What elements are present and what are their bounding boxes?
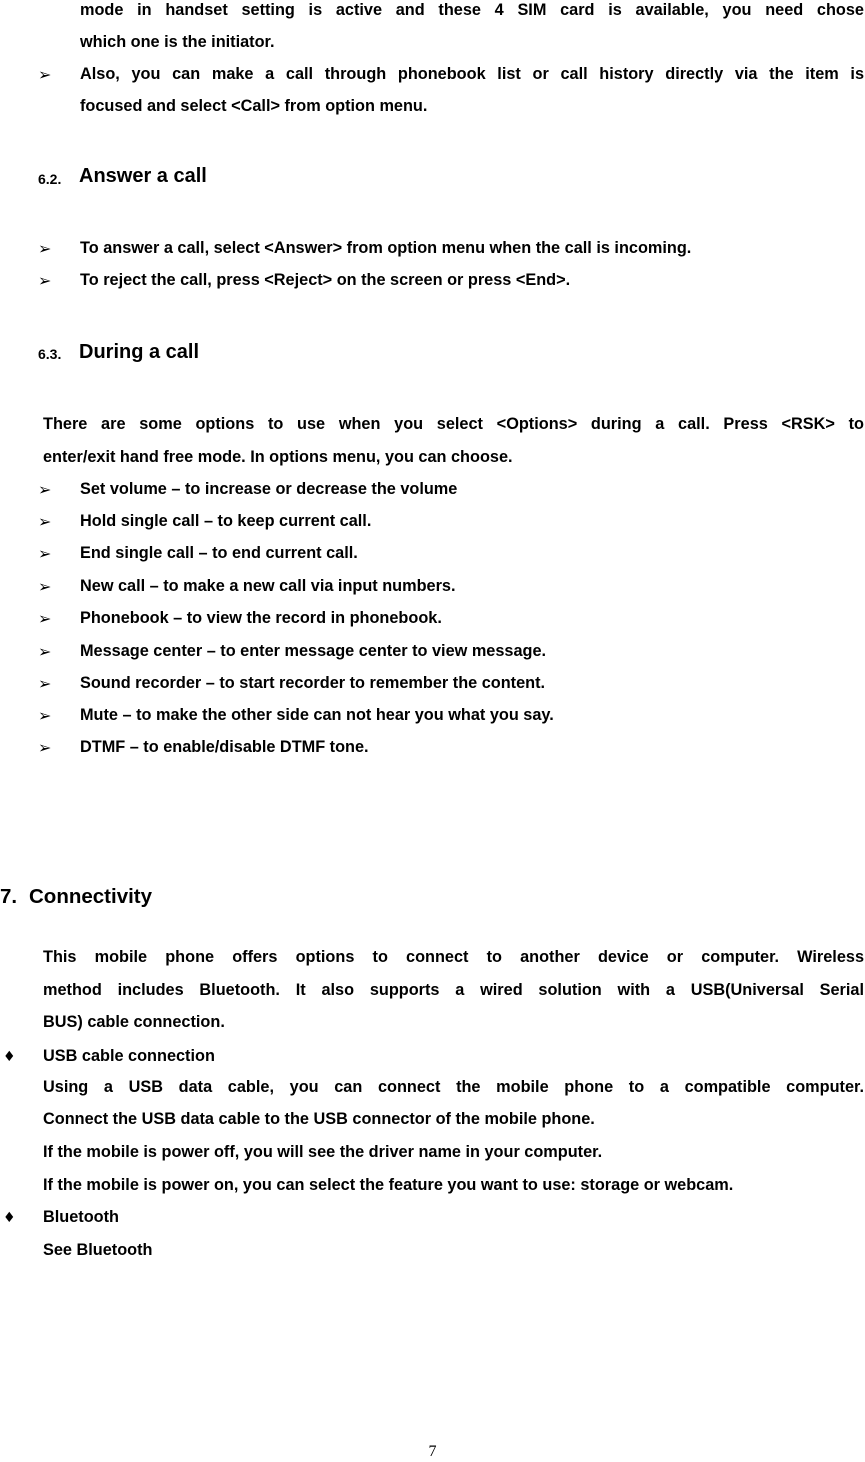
usb-heading: USB cable connection (43, 1047, 215, 1065)
chapter-7-para-line-3: BUS) cable connection. (43, 1013, 225, 1031)
option-item: End single call – to end current call. (80, 544, 358, 562)
arrow-bullet-icon: ➢ (38, 642, 52, 661)
option-item: New call – to make a new call via input numbers. (80, 577, 456, 595)
arrow-bullet-icon: ➢ (38, 271, 52, 290)
usb-line-2: Connect the USB data cable to the USB connector of the mobile phone. (43, 1110, 595, 1128)
arrow-bullet-icon: ➢ (38, 65, 52, 84)
arrow-bullet-icon: ➢ (38, 512, 52, 531)
usb-line-4: If the mobile is power on, you can select the feature you want to use: storage or webcam. (43, 1176, 734, 1194)
option-item: Hold single call – to keep current call. (80, 512, 372, 530)
arrow-bullet-icon: ➢ (38, 609, 52, 628)
arrow-bullet-icon: ➢ (38, 239, 52, 258)
intro-bullet-line-1: Also, you can make a call through phonebook list or call history directly via the item is (80, 65, 864, 83)
diamond-bullet-icon: ♦ (3, 1049, 16, 1065)
option-item: Mute – to make the other side can not hear you what you say. (80, 706, 554, 724)
arrow-bullet-icon: ➢ (38, 674, 52, 693)
section-6-2-number: 6.2. (38, 171, 62, 187)
option-item: DTMF – to enable/disable DTMF tone. (80, 738, 369, 756)
diamond-bullet-icon: ♦ (3, 1210, 16, 1226)
option-item: Sound recorder – to start recorder to remember the content. (80, 674, 546, 692)
intro-bullet-line-2: focused and select <Call> from option menu. (80, 97, 428, 115)
option-item: Phonebook – to view the record in phonebook. (80, 609, 442, 627)
section-6-3-title: During a call (79, 341, 200, 363)
arrow-bullet-icon: ➢ (38, 544, 52, 563)
chapter-7-number: 7. (0, 885, 18, 908)
arrow-bullet-icon: ➢ (38, 480, 52, 499)
arrow-bullet-icon: ➢ (38, 738, 52, 757)
arrow-bullet-icon: ➢ (38, 706, 52, 725)
chapter-7-para-line-2: method includes Bluetooth. It also supports a wired solution with a USB(Universal Serial (43, 981, 864, 999)
arrow-bullet-icon: ➢ (38, 577, 52, 596)
section-6-2-title: Answer a call (79, 165, 207, 187)
section-6-3-para-line-2: enter/exit hand free mode. In options menu, you can choose. (43, 448, 513, 466)
usb-line-1: Using a USB data cable, you can connect the mobile phone to a compatible computer. (43, 1078, 864, 1096)
chapter-7-para-line-1: This mobile phone offers options to connect to another device or computer. Wireless (43, 948, 864, 966)
section-6-2-bullet-1: To answer a call, select <Answer> from option menu when the call is incoming. (80, 239, 692, 257)
section-6-3-para-line-1: There are some options to use when you select <Options> during a call. Press <RSK> to (43, 415, 864, 433)
usb-line-3: If the mobile is power off, you will see the driver name in your computer. (43, 1143, 603, 1161)
intro-line-2: which one is the initiator. (80, 33, 275, 51)
section-6-2-bullet-2: To reject the call, press <Reject> on the screen or press <End>. (80, 271, 571, 289)
page-number: 7 (428, 1443, 437, 1460)
intro-line-1: mode in handset setting is active and these 4 SIM card is available, you need chose (80, 1, 864, 19)
chapter-7-title: Connectivity (29, 885, 153, 908)
option-item: Message center – to enter message center to view message. (80, 642, 547, 660)
section-6-3-number: 6.3. (38, 346, 62, 362)
bluetooth-heading: Bluetooth (43, 1208, 119, 1226)
bluetooth-line-1: See Bluetooth (43, 1241, 153, 1259)
option-item: Set volume – to increase or decrease the volume (80, 480, 458, 498)
